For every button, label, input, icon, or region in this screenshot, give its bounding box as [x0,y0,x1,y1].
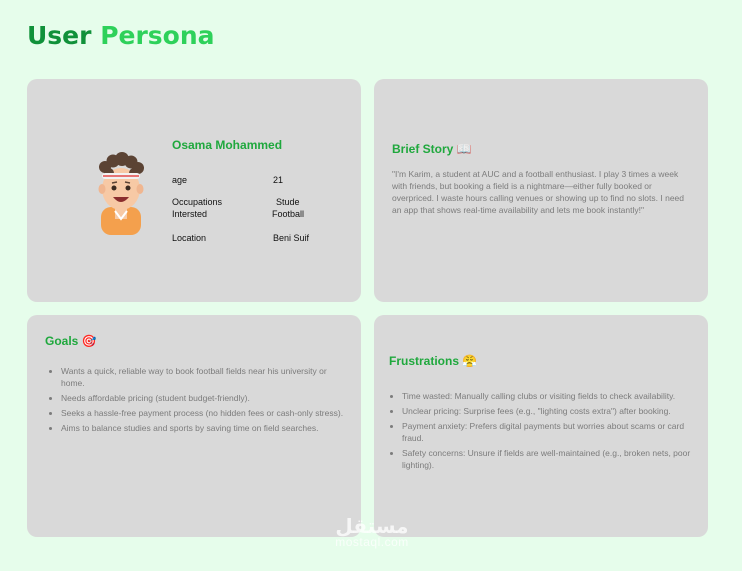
watermark-arabic: مستقل [335,514,409,538]
profile-card [27,79,361,302]
frustrations-title: Frustrations 😤 [389,354,478,368]
location-value: Beni Suif [273,233,310,243]
frustrations-card [374,315,708,537]
watermark [317,516,427,549]
brief-story-title: Brief Story 📖 [392,142,472,156]
goals-title: Goals 🎯 [45,334,97,348]
list-item: • Wants a quick, reliable way to book football fields near his university or home. [61,365,346,389]
page-title [27,20,215,52]
list-item: • Unclear pricing: Surprise fees (e.g., "lighting costs extra") after booking. [402,405,702,417]
list-item: • Needs affordable pricing (student budget-friendly). [61,392,346,404]
occupation-label: Occupations [172,197,223,207]
page-title-user: User [27,21,92,50]
occupation-value: Stude [276,197,300,207]
age-label: age [172,175,188,185]
frustrations-list [388,390,702,474]
age-value: 21 [273,175,284,185]
brief-story-text: "I'm Karim, a student at AUC and a football enthusiast. I play 3 times a week with friends, but booking a field is a nightmare—either fully booked or overpriced. I waste hours calling venues or showing up to find no slots. I need an app that shows real-time availability and lets me book instantly!" [392,169,685,215]
goals-card [27,315,361,537]
watermark-latin: mostaql.com [335,535,409,549]
avatar [93,149,149,235]
page-title-persona: Persona [100,21,215,50]
list-item: • Aims to balance studies and sports by saving time on field searches. [61,422,346,434]
interest-label: Intersted [172,209,208,219]
list-item: • Time wasted: Manually calling clubs or visiting fields to check availability. [402,390,702,402]
persona-name: Osama Mohammed [172,138,283,152]
interest-value: Football [272,209,305,219]
list-item: • Safety concerns: Unsure if fields are well-maintained (e.g., broken nets, poor lighting). [402,447,702,471]
list-item: • Seeks a hassle-free payment process (no hidden fees or cash-only stress). [61,407,346,419]
goals-list [47,365,346,437]
location-label: Location [172,233,207,243]
brief-story-card [374,79,708,302]
list-item: • Payment anxiety: Prefers digital payments but worries about scams or card fraud. [402,420,702,444]
